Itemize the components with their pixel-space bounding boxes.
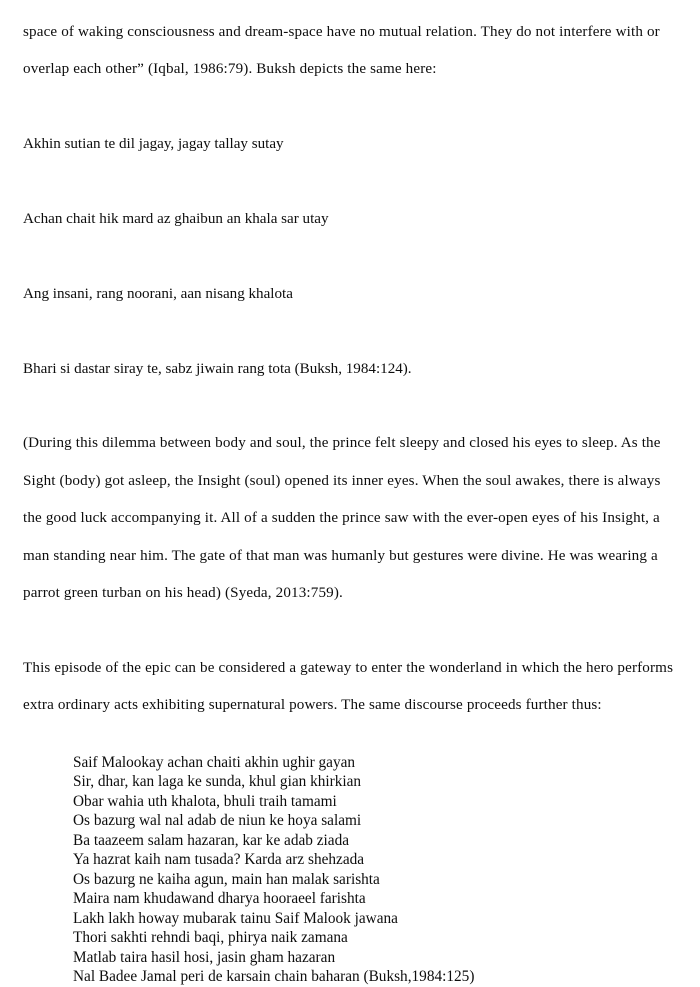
verse-block-line: Thori sakhti rehndi baqi, phirya naik zamana <box>73 929 348 947</box>
verse-line-4: Bhari si dastar siray te, sabz jiwain rang tota (Buksh, 1984:124). <box>23 360 412 377</box>
verse-block-line: Sir, dhar, kan laga ke sunda, khul gian khirkian <box>73 773 362 791</box>
verse-block-spacer <box>23 725 682 753</box>
verse-block-line: Lakh lakh howay mubarak tainu Saif Malook jawana <box>73 909 398 927</box>
verse-line-1: Akhin sutian te dil jagay, jagay tallay sutay <box>23 136 284 153</box>
verse-block-line: Saif Malookay achan chaiti akhin ughir gayan <box>73 753 356 771</box>
verse-line-2: Achan chait hik mard az ghaibun an khala sar utay <box>23 211 329 227</box>
verse-block-line: Matlab taira hasil hosi, jasin gham hazaran <box>73 948 336 966</box>
indented-verse-block <box>23 753 682 987</box>
verse-block-line: Ya hazrat kaih nam tusada? Karda arz shehzada <box>73 851 365 869</box>
paragraph-spacer-2 <box>23 612 682 649</box>
verse-spacer-1 <box>23 164 682 201</box>
verse-spacer-2 <box>23 238 682 275</box>
verse-spacer-4 <box>23 388 682 425</box>
paragraph-continued-quote: space of waking consciousness and dream-space have no mutual relation. They do not interfere with or overlap each other” (Iqbal, 1986:79). Buksh depicts the same here: <box>23 24 660 78</box>
verse-block-line: Maira nam khudawand dharya hooraeel farishta <box>73 890 366 908</box>
verse-block-line: Os bazurg ne kaiha agun, main han malak sarishta <box>73 870 380 888</box>
verse-block-line: Ba taazeem salam hazaran, kar ke adab ziada <box>73 831 350 849</box>
verse-line-3: Ang insani, rang noorani, aan nisang khalota <box>23 285 293 302</box>
paragraph-episode-commentary: This episode of the epic can be considered a gateway to enter the wonderland in which the hero performs extra ordinary acts exhibiting supernatural powers. The same discourse proceeds further thus: <box>23 659 674 714</box>
paragraph-spacer <box>23 89 682 126</box>
verse-block-line: Os bazurg wal nal adab de niun ke hoya salami <box>73 812 362 830</box>
verse-block-line: Nal Badee Jamal peri de karsain chain baharan (Buksh,1984:125) <box>73 968 475 986</box>
verse-spacer-3 <box>23 313 682 350</box>
verse-block-line: Obar wahia uth khalota, bhuli traih tamami <box>73 792 337 810</box>
paragraph-translation: (During this dilemma between body and soul, the prince felt sleepy and closed his eyes to sleep. As the Sight (body) got asleep, the Insight (soul) opened its inner eyes. When the soul awakes, there is always the good luck accompanying it. All of a sudden the prince saw with the ever-open eyes of his Insight, a man standing near him. The gate of that man was humanly but gestures were divine. He was wearing a parrot green turban on his head) (Syeda, 2013:759). <box>23 435 661 602</box>
